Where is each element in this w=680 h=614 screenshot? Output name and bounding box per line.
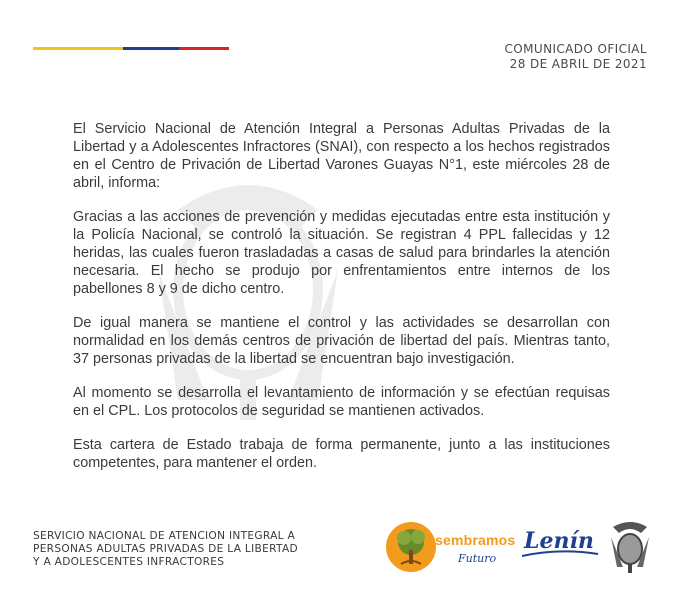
ecuador-shield-icon [607,519,653,575]
paragraph-closing: Esta cartera de Estado trabaja de forma permanente, junto a las instituciones competentes, para mantener el orden. [73,437,610,471]
document-header [505,42,647,72]
swoosh-icon [520,550,600,560]
flag-stripe [33,47,229,50]
flag-blue-band [123,47,179,50]
futuro-text: Futuro [458,552,497,565]
tree-icon [386,522,436,572]
org-line: Y A ADOLESCENTES INFRACTORES [33,556,225,568]
lenin-logo [524,528,594,554]
flag-yellow-band [33,47,123,50]
footer-organization [33,530,333,569]
document-title: COMUNICADO OFICIAL [504,42,647,56]
sembramos-text: sembramos [435,532,516,548]
paragraph-requisas: Al momento se desarrolla el levantamiento de información y se efectúan requisas en el CPL. Los protocolos de seguridad se mantienen activados. [73,385,610,419]
paragraph-control: De igual manera se mantiene el control y las actividades se desarrollan con normalidad en los demás centros de privación de libertad del país. Mientras tanto, 37 personas privadas de la libertad se encuentran bajo investigación. [73,315,610,367]
sembramos-futuro-logo [386,520,516,576]
paragraph-intro: El Servicio Nacional de Atención Integral a Personas Adultas Privadas de la Libertad y a Adolescentes Infractores (SNAI), con respecto a los hechos registrados en el Centro de Privación de Libertad Varones Guayas N°1, este miércoles 28 de abril, informa: [73,121,610,191]
flag-red-band [179,47,229,50]
document-date: 28 DE ABRIL DE 2021 [509,57,647,71]
org-line: PERSONAS ADULTAS PRIVADAS DE LA LIBERTAD [33,543,298,555]
document-body [73,120,610,488]
paragraph-situation: Gracias a las acciones de prevención y medidas ejecutadas entre esta institución y la Policía Nacional, se controló la situación. Se registran 4 PPL fallecidas y 12 heridas, las cuales fueron trasladadas a casas de salud para brindarles la atención necesaria. El hecho se produjo por enfrentamientos entre internos de los pabellones 8 y 9 de dicho centro. [73,209,610,297]
lenin-text: Lenín [524,528,594,554]
org-line: SERVICIO NACIONAL DE ATENCION INTEGRAL A [33,530,296,542]
